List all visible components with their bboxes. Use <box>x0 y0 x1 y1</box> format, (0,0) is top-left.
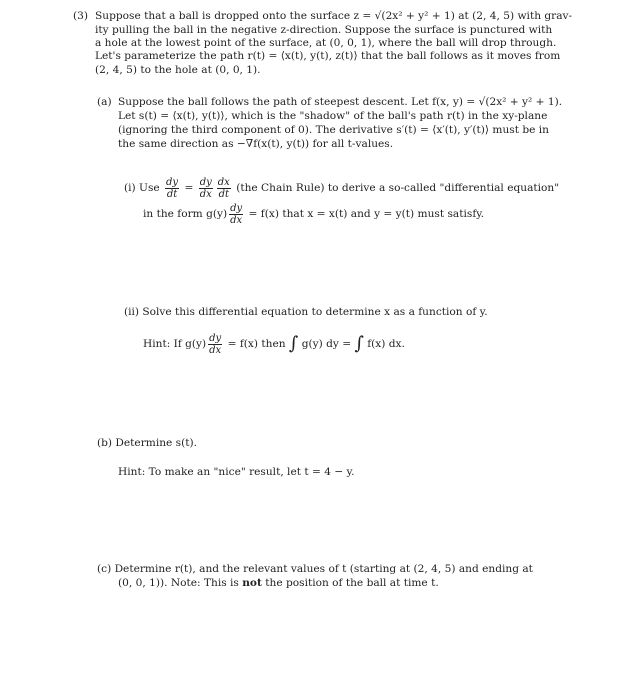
intro-line-1: Suppose that a ball is dropped onto the surface z = √(2x² + y² + 1) at (2, 4, 5) with grav- <box>95 10 573 22</box>
problem-number: (3) <box>73 10 89 22</box>
dy-dt-fraction: $\frac{dy}{dt}$ <box>166 176 179 200</box>
intro-line-5: (2, 4, 5) to the hole at (0, 0, 1). <box>95 64 261 76</box>
integral-icon-2: ∫ <box>354 333 364 354</box>
part-a-ii-text: (ii) Solve this differential equation to determine x as a function of y. <box>124 306 488 318</box>
intro-line-4: Let's parameterize the path r(t) = ⟨x(t), y(t), z(t)⟩ that the ball follows as it moves from <box>95 50 561 62</box>
dy-dx-fraction-3: $\frac{dy}{dx}$ <box>209 332 222 356</box>
part-a-ii-hint <box>143 332 405 356</box>
hint-start: Hint: If g(y) <box>143 338 207 350</box>
part-c-line2-start: (0, 0, 1)). Note: This is <box>118 577 239 589</box>
part-c-line-1: (c) Determine r(t), and the relevant values of t (starting at (2, 4, 5) and ending at <box>97 563 533 575</box>
dy-dx-fraction-2: $\frac{dy}{dx}$ <box>230 202 243 226</box>
intro-line-2: ity pulling the ball in the negative z-direction. Suppose the surface is punctured with <box>95 24 553 36</box>
part-a-i-line2-start: in the form g(y) <box>143 208 228 220</box>
hint-mid: = f(x) then <box>227 338 286 350</box>
part-b-text: (b) Determine s(t). <box>97 437 197 449</box>
part-a-i-line-1: (i) Use $\frac{dy}{dt}$ = $\frac{dy}{dx}$ $\frac{dx}{dt}$ (the Chain Rule) to derive a so-called "differential equation" <box>124 176 560 200</box>
part-c-line-2 <box>118 577 439 590</box>
hint-int1: g(y) dy = <box>301 338 352 350</box>
part-a-line-2: Let s(t) = ⟨x(t), y(t)⟩, which is the "shadow" of the ball's path r(t) in the xy-plane <box>118 110 548 122</box>
part-a-i-label: (i) Use <box>124 182 160 194</box>
part-b-hint: Hint: To make an "nice" result, let t = 4 − y. <box>118 466 355 478</box>
part-a-line-4: the same direction as −∇f(x(t), y(t)) for all t-values. <box>118 138 394 150</box>
part-c-line2-end: the position of the ball at time t. <box>265 577 439 589</box>
integral-icon: ∫ <box>288 333 299 354</box>
part-a-i-line-2 <box>143 202 484 226</box>
dx-dt-fraction: $\frac{dx}{dt}$ <box>217 176 230 200</box>
hint-int2: f(x) dx. <box>367 338 405 350</box>
part-a-line-3: (ignoring the third component of 0). The derivative s′(t) = ⟨x′(t), y′(t)⟩ must be in <box>118 124 549 136</box>
dy-dx-fraction: $\frac{dy}{dx}$ <box>199 176 212 200</box>
intro-line-3: a hole at the lowest point of the surface, at (0, 0, 1), where the ball will drop through. <box>95 37 557 49</box>
part-a-i-after: (the Chain Rule) to derive a so-called "differential equation" <box>236 182 560 194</box>
part-c-not: not <box>242 577 262 589</box>
part-a-line-1: Suppose the ball follows the path of steepest descent. Let f(x, y) = √(2x² + y² + 1). <box>118 96 563 108</box>
part-a-i-line2-end: = f(x) that x = x(t) and y = y(t) must satisfy. <box>248 208 485 220</box>
part-a-label: (a) <box>97 96 112 108</box>
